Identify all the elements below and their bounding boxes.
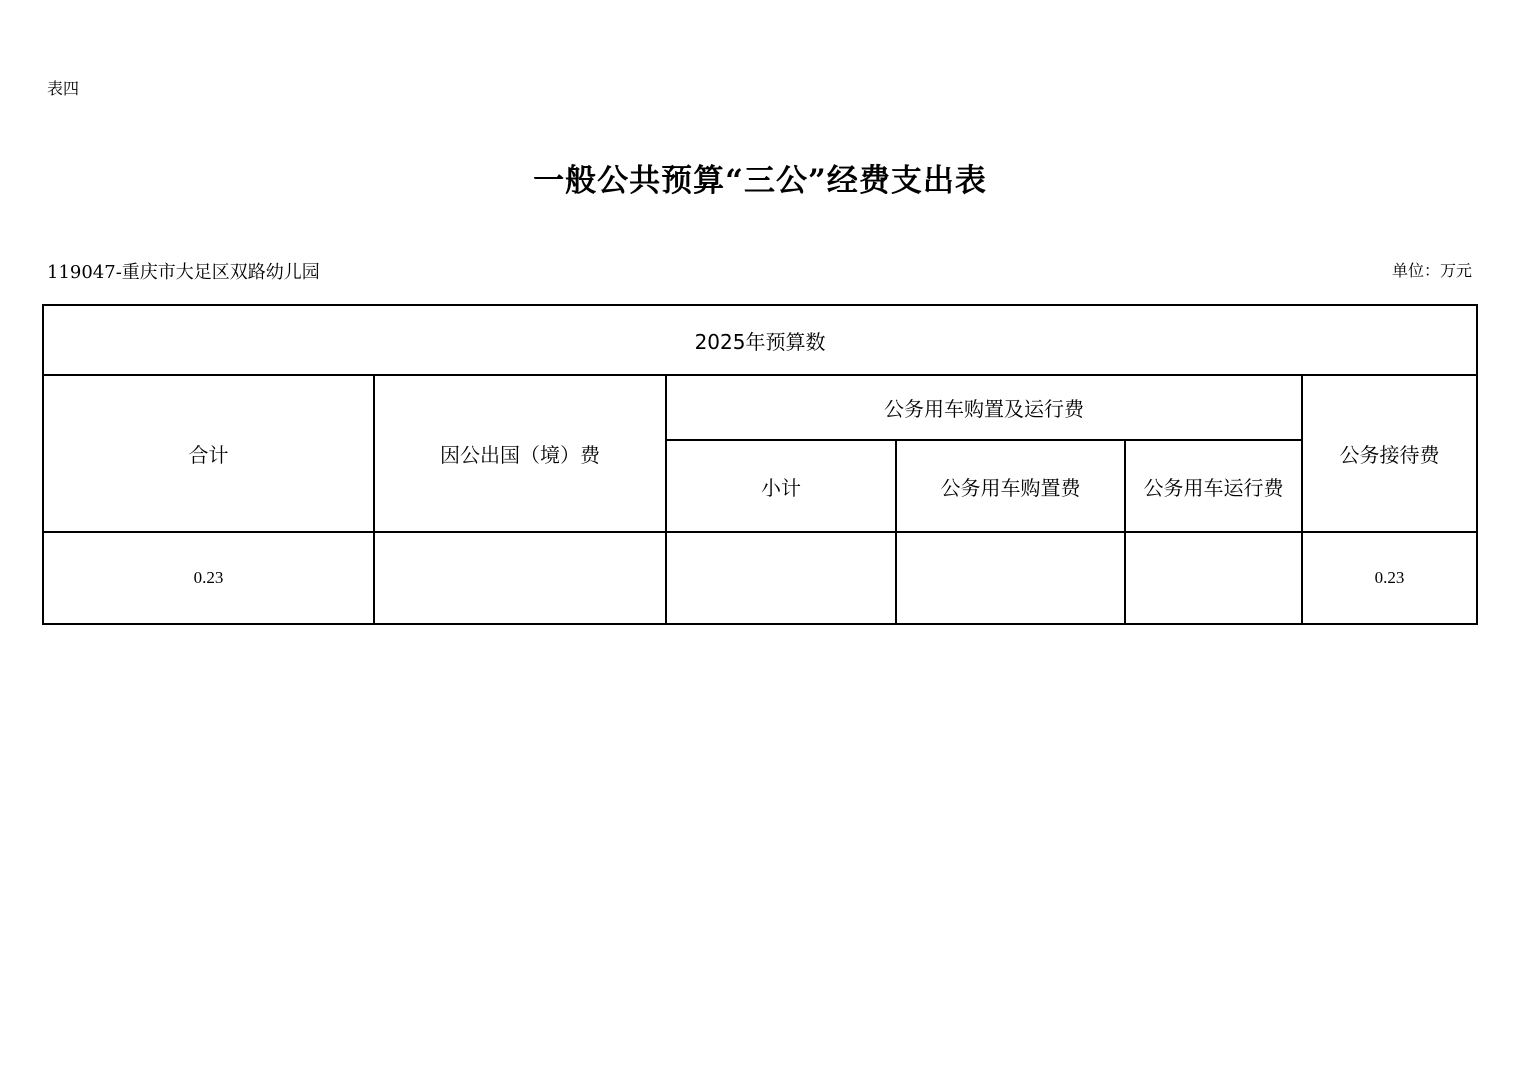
cell-vehicle-purchase [896, 532, 1125, 624]
table-header-row [43, 305, 1477, 375]
page-title: 一般公共预算“三公”经费支出表 [533, 163, 987, 199]
column-header-vehicle-group: 公务用车购置及运行费 [666, 375, 1302, 440]
cell-reception: 0.23 [1302, 532, 1477, 624]
column-header-vehicle-purchase: 公务用车购置费 [896, 440, 1125, 532]
cell-vehicle-operation [1125, 532, 1302, 624]
budget-year-header: 2025年预算数 [43, 305, 1477, 375]
column-header-vehicle-subtotal: 小计 [666, 440, 896, 532]
organization-label: 119047-重庆市大足区双路幼儿园 [47, 262, 320, 283]
table-header-row [43, 375, 1477, 440]
table-number: 表四 [47, 79, 80, 98]
table-row [43, 532, 1477, 624]
unit-label: 单位：万元 [1391, 261, 1472, 280]
column-header-reception: 公务接待费 [1302, 375, 1477, 532]
budget-table [42, 304, 1478, 625]
column-header-vehicle-operation: 公务用车运行费 [1125, 440, 1302, 532]
column-header-overseas: 因公出国（境）费 [374, 375, 666, 532]
column-header-total: 合计 [43, 375, 374, 532]
cell-overseas [374, 532, 666, 624]
cell-total: 0.23 [43, 532, 374, 624]
cell-vehicle-subtotal [666, 532, 896, 624]
